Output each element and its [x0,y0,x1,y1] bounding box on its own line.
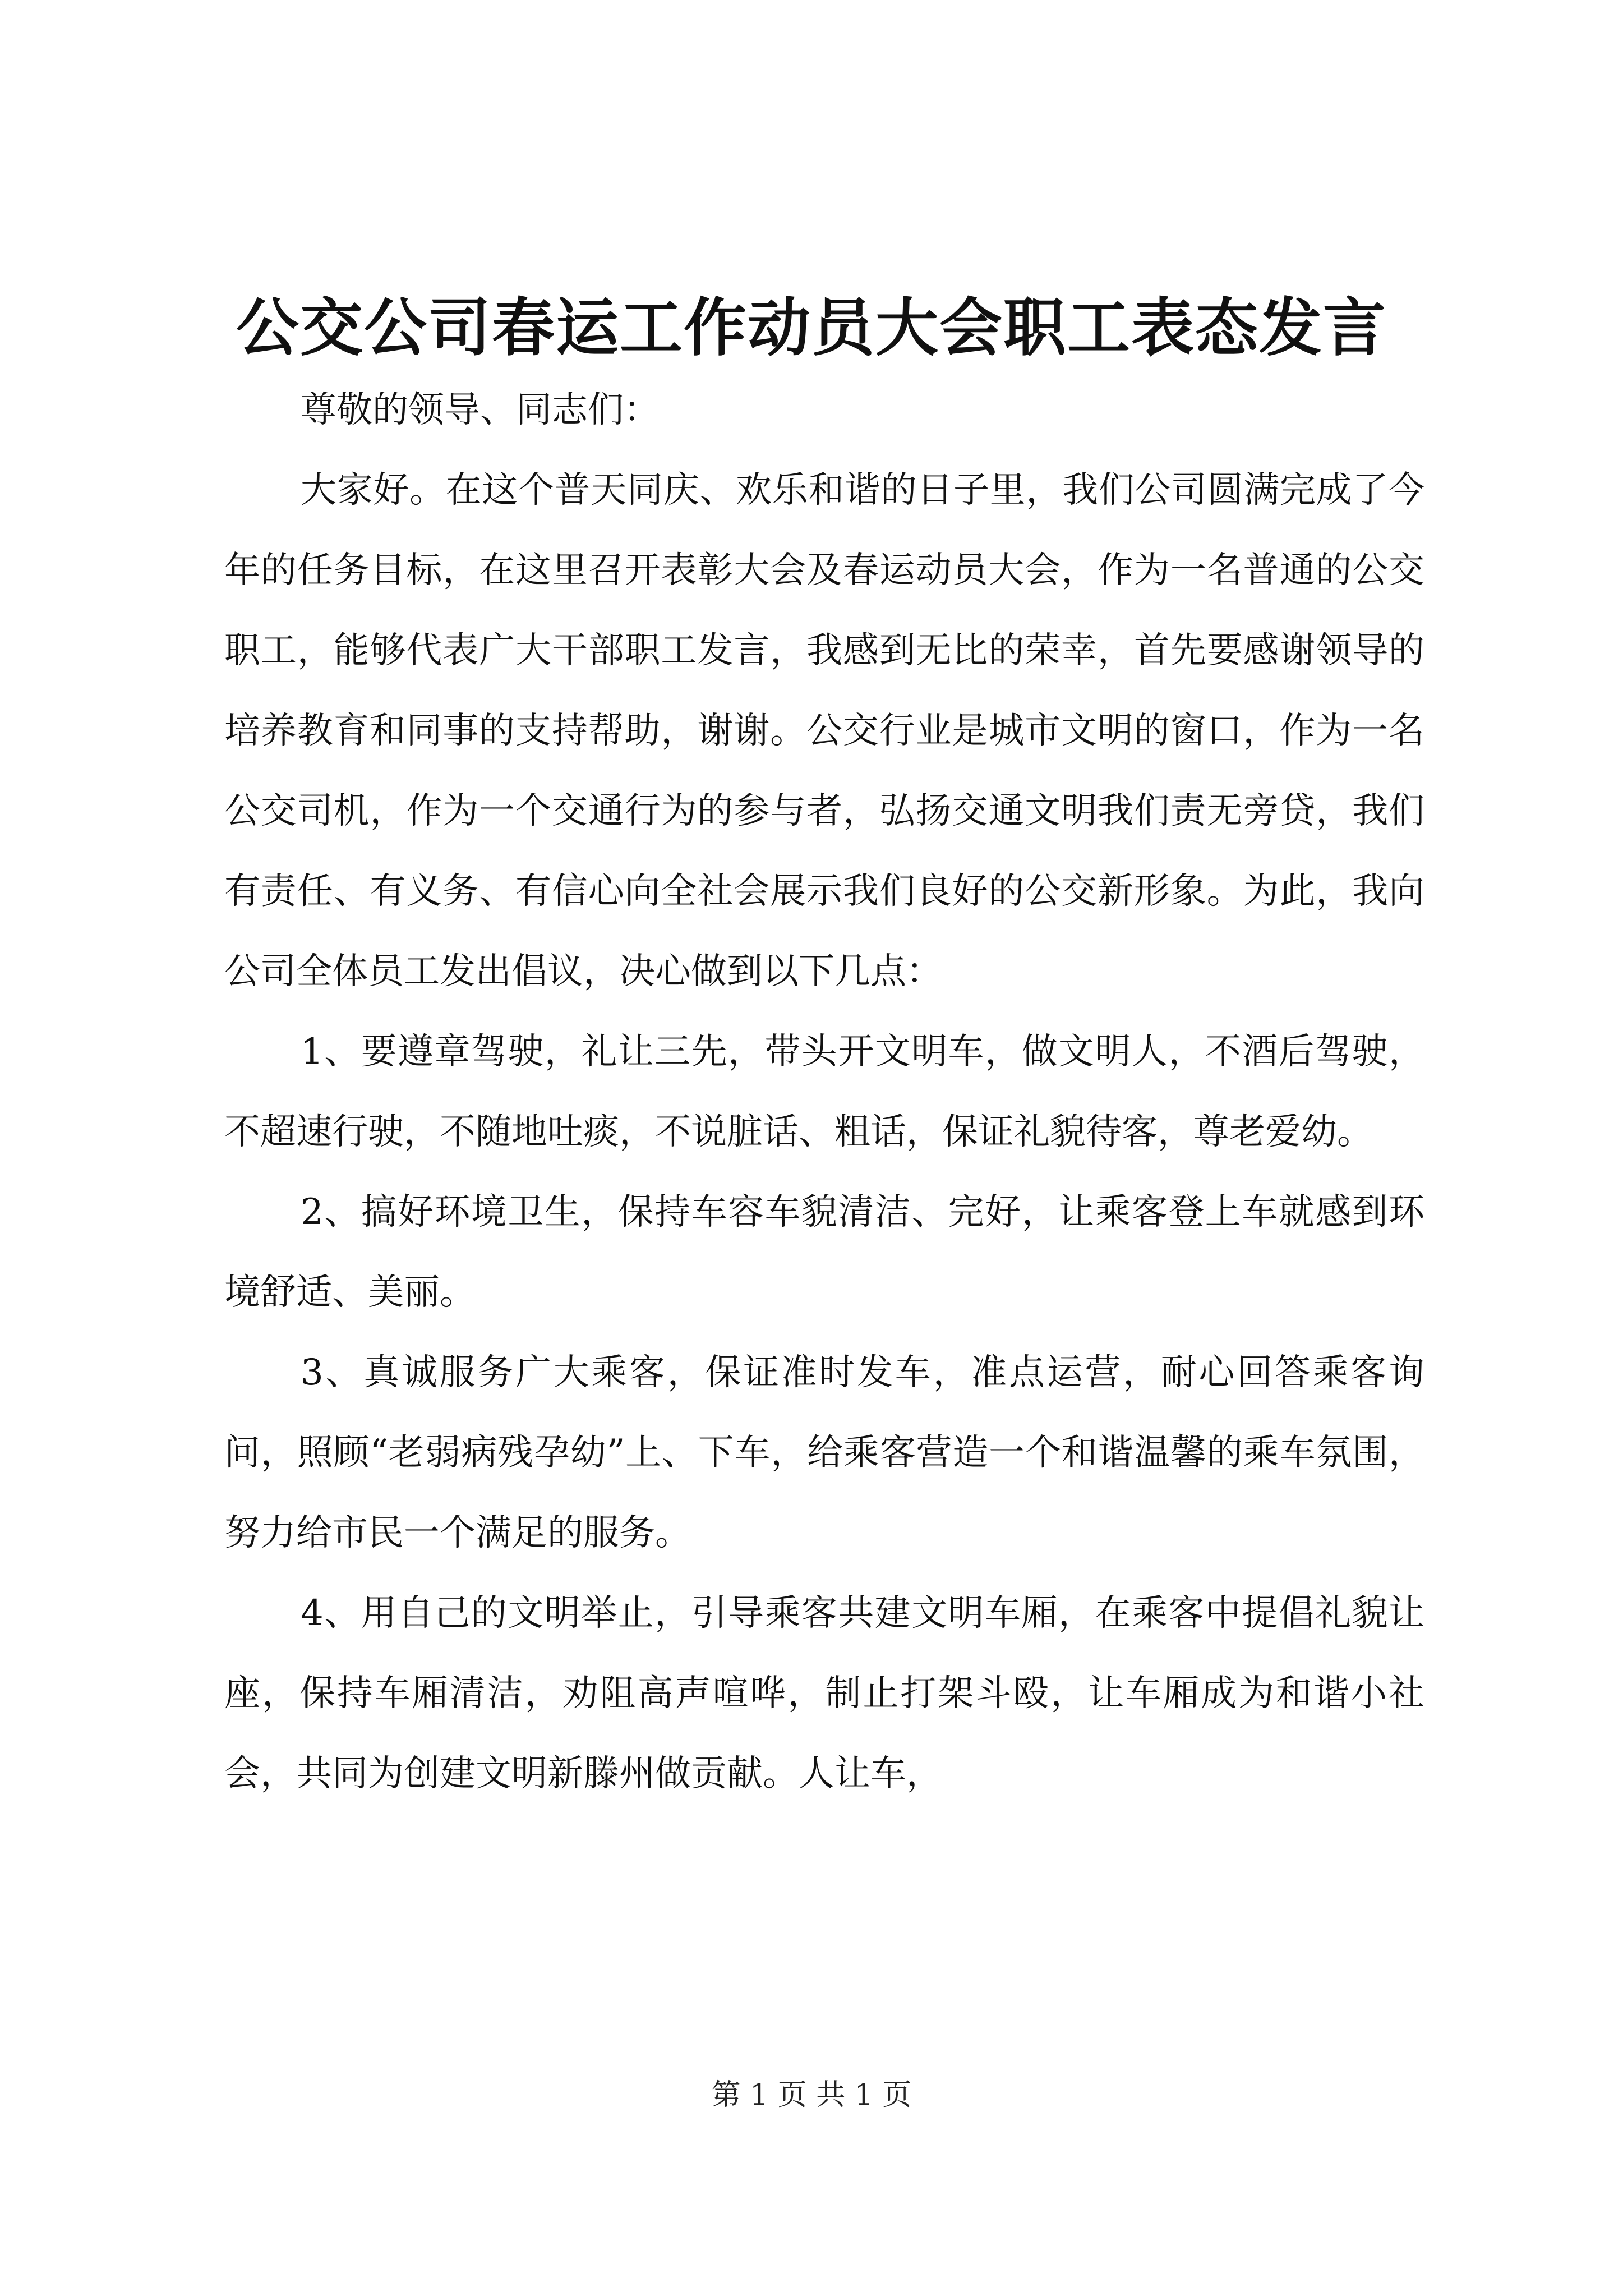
document-title: 公交公司春运工作动员大会职工表态发言 [236,291,1387,365]
point-2-paragraph: 2、搞好环境卫生，保持车容车貌清洁、完好，让乘客登上车就感到环境舒适、美丽。 [224,1191,1424,1313]
page-number-footer: 第 1 页 共 1 页 [711,2078,912,2112]
point-1-paragraph: 1、要遵章驾驶，礼让三先，带头开文明车，做文明人，不酒后驾驶，不超速行驶，不随地吐痰，不说脏话、粗话，保证礼貌待客，尊老爱幼。 [224,1031,1424,1153]
point-4-paragraph: 4、用自己的文明举止，引导乘客共建文明车厢，在乘客中提倡礼貌让座，保持车厢清洁，劝阻高声喧哗，制止打架斗殴，让车厢成为和谐小社会，共同为创建文明新滕州做贡献。人让车， [224,1593,1424,1795]
point-3-paragraph: 3、真诚服务广大乘客，保证准时发车，准点运营，耐心回答乘客询问，照顾“老弱病残孕幼”上、下车，给乘客营造一个和谐温馨的乘车氛围，努力给市民一个满足的服务。 [224,1352,1424,1554]
salutation-paragraph: 尊敬的领导、同志们： [301,389,660,431]
intro-paragraph: 大家好。在这个普天同庆、欢乐和谐的日子里，我们公司圆满完成了今年的任务目标，在这里召开表彰大会及春运动员大会，作为一名普通的公交职工，能够代表广大干部职工发言，我感到无比的荣幸，首先要感谢领导的培养教育和同事的支持帮助，谢谢。公交行业是城市文明的窗口，作为一名公交司机，作为一个交通行为的参与者，弘扬交通文明我们责无旁贷，我们有责任、有义务、有信心向全社会展示我们良好的公交新形象。为此，我向公司全体员工发出倡议，决心做到以下几点： [224,470,1424,992]
document-body [224,370,1424,1814]
